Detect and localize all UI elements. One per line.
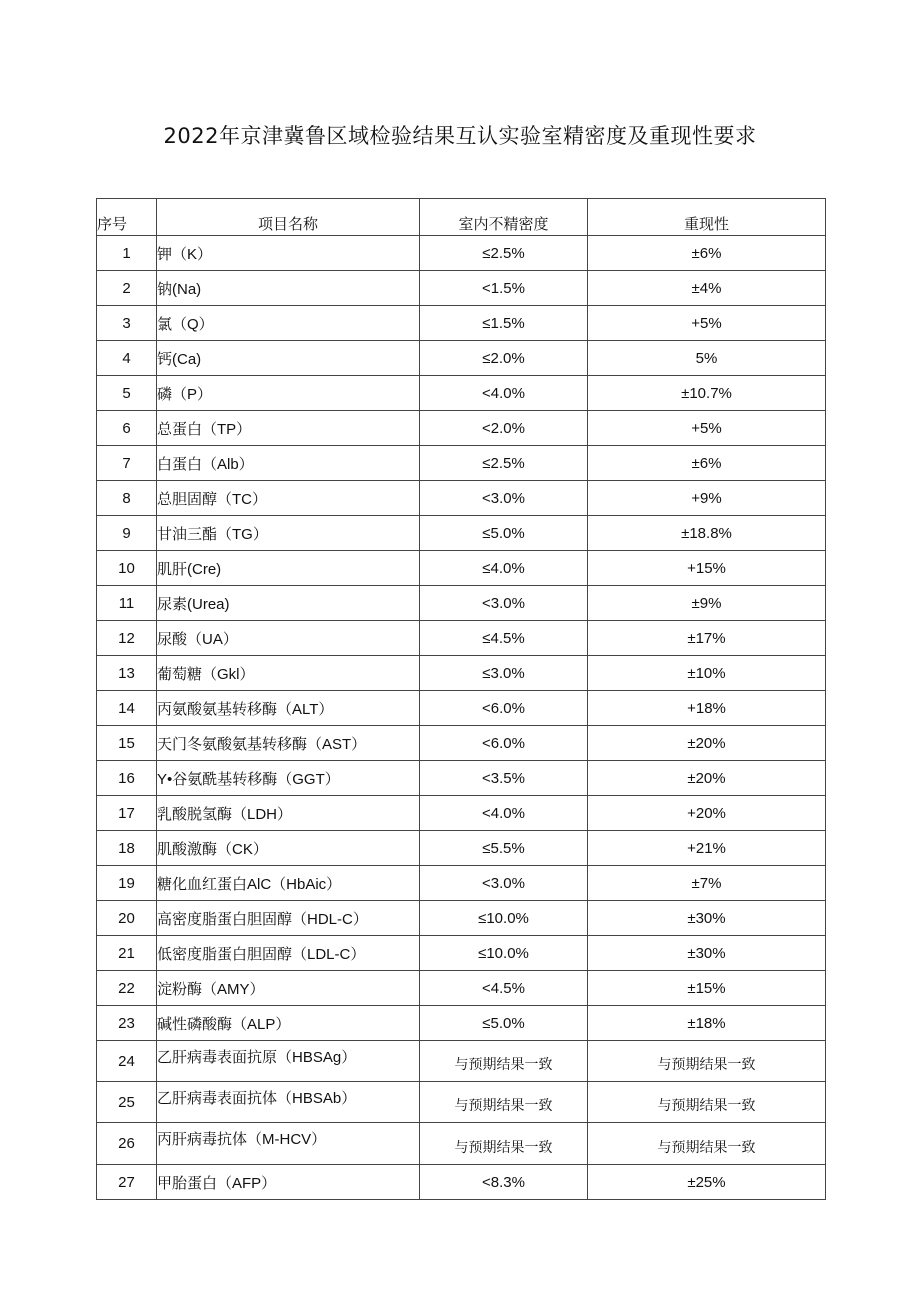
row-precision: ≤3.0% — [420, 656, 588, 691]
table-row — [97, 831, 826, 866]
row-index: 16 — [97, 761, 157, 796]
row-index: 2 — [97, 271, 157, 306]
table-row — [97, 901, 826, 936]
row-item-name: 淀粉酶（AMY） — [157, 971, 420, 1006]
row-index: 12 — [97, 621, 157, 656]
row-reproducibility: ±6% — [588, 236, 826, 271]
row-precision: 与预期结果一致 — [420, 1041, 588, 1082]
row-precision: <3.0% — [420, 586, 588, 621]
row-index: 13 — [97, 656, 157, 691]
row-precision: 与预期结果一致 — [420, 1082, 588, 1123]
row-item-name: Y•谷氨酰基转移酶（GGT） — [157, 761, 420, 796]
row-reproducibility: +20% — [588, 796, 826, 831]
row-reproducibility: ±10.7% — [588, 376, 826, 411]
table-row — [97, 761, 826, 796]
row-item-name: 尿素(Urea) — [157, 586, 420, 621]
row-index: 6 — [97, 411, 157, 446]
table-row — [97, 306, 826, 341]
table-row — [97, 691, 826, 726]
row-item-name: 低密度脂蛋白胆固醇（LDL-C） — [157, 936, 420, 971]
table-row — [97, 376, 826, 411]
row-reproducibility: +18% — [588, 691, 826, 726]
row-index: 21 — [97, 936, 157, 971]
row-index: 19 — [97, 866, 157, 901]
row-reproducibility: ±18.8% — [588, 516, 826, 551]
row-reproducibility: ±20% — [588, 761, 826, 796]
row-precision: <6.0% — [420, 726, 588, 761]
row-precision: <4.0% — [420, 796, 588, 831]
table-row — [97, 866, 826, 901]
row-item-name: 丙氨酸氨基转移酶（ALT） — [157, 691, 420, 726]
row-precision: ≤5.5% — [420, 831, 588, 866]
row-index: 4 — [97, 341, 157, 376]
row-precision: ≤4.0% — [420, 551, 588, 586]
table-row — [97, 796, 826, 831]
row-index: 8 — [97, 481, 157, 516]
row-precision: <3.5% — [420, 761, 588, 796]
row-precision: ≤2.5% — [420, 446, 588, 481]
table-body — [97, 236, 826, 1200]
header-reproducibility: 重现性 — [588, 199, 826, 236]
row-index: 23 — [97, 1006, 157, 1041]
row-precision: ≤2.0% — [420, 341, 588, 376]
row-item-name: 天门冬氨酸氨基转移酶（AST） — [157, 726, 420, 761]
row-precision: ≤5.0% — [420, 1006, 588, 1041]
table-row — [97, 656, 826, 691]
row-index: 22 — [97, 971, 157, 1006]
row-precision: <1.5% — [420, 271, 588, 306]
row-precision: <8.3% — [420, 1165, 588, 1200]
table-row — [97, 411, 826, 446]
table-row — [97, 341, 826, 376]
row-precision: <6.0% — [420, 691, 588, 726]
row-index: 15 — [97, 726, 157, 761]
row-precision: ≤4.5% — [420, 621, 588, 656]
row-index: 9 — [97, 516, 157, 551]
table-row — [97, 621, 826, 656]
table-row — [97, 271, 826, 306]
table-row — [97, 586, 826, 621]
row-item-name: 钠(Na) — [157, 271, 420, 306]
row-index: 3 — [97, 306, 157, 341]
row-reproducibility: +5% — [588, 306, 826, 341]
row-item-name: 乙肝病毒表面抗原（HBSAg） — [157, 1041, 420, 1082]
row-item-name: 肌酸激酶（CK） — [157, 831, 420, 866]
row-reproducibility: +9% — [588, 481, 826, 516]
row-precision: <2.0% — [420, 411, 588, 446]
row-item-name: 钾（K） — [157, 236, 420, 271]
row-precision: ≤10.0% — [420, 936, 588, 971]
header-index: 序号 — [97, 199, 157, 236]
row-reproducibility: ±6% — [588, 446, 826, 481]
table-row — [97, 1165, 826, 1200]
row-reproducibility: ±18% — [588, 1006, 826, 1041]
row-reproducibility: 5% — [588, 341, 826, 376]
row-item-name: 乙肝病毒表面抗体（HBSAb） — [157, 1082, 420, 1123]
row-item-name: 甲胎蛋白（AFP） — [157, 1165, 420, 1200]
row-reproducibility: 与预期结果一致 — [588, 1041, 826, 1082]
row-reproducibility: +21% — [588, 831, 826, 866]
row-precision: <4.5% — [420, 971, 588, 1006]
row-index: 5 — [97, 376, 157, 411]
row-reproducibility: ±17% — [588, 621, 826, 656]
row-precision: <3.0% — [420, 866, 588, 901]
row-reproducibility: 与预期结果一致 — [588, 1123, 826, 1165]
table-row — [97, 1123, 826, 1165]
header-precision: 室内不精密度 — [420, 199, 588, 236]
row-reproducibility: ±25% — [588, 1165, 826, 1200]
row-reproducibility: ±30% — [588, 936, 826, 971]
row-precision: ≤10.0% — [420, 901, 588, 936]
row-reproducibility: ±20% — [588, 726, 826, 761]
table-row — [97, 481, 826, 516]
row-index: 26 — [97, 1123, 157, 1165]
row-precision: ≤5.0% — [420, 516, 588, 551]
row-reproducibility: +15% — [588, 551, 826, 586]
row-reproducibility: ±9% — [588, 586, 826, 621]
row-item-name: 甘油三酯（TG） — [157, 516, 420, 551]
table-row — [97, 236, 826, 271]
row-item-name: 高密度脂蛋白胆固醇（HDL-C） — [157, 901, 420, 936]
row-reproducibility: ±10% — [588, 656, 826, 691]
row-reproducibility: ±4% — [588, 271, 826, 306]
row-item-name: 白蛋白（Alb） — [157, 446, 420, 481]
row-precision: ≤2.5% — [420, 236, 588, 271]
row-reproducibility: +5% — [588, 411, 826, 446]
row-index: 11 — [97, 586, 157, 621]
row-index: 27 — [97, 1165, 157, 1200]
table-row — [97, 936, 826, 971]
row-item-name: 氯（Q） — [157, 306, 420, 341]
table-row — [97, 516, 826, 551]
row-precision: <3.0% — [420, 481, 588, 516]
table-row — [97, 1082, 826, 1123]
row-index: 20 — [97, 901, 157, 936]
row-item-name: 糖化血红蛋白AlC（HbAic） — [157, 866, 420, 901]
row-item-name: 丙肝病毒抗体（M-HCV） — [157, 1123, 420, 1165]
row-index: 18 — [97, 831, 157, 866]
row-index: 7 — [97, 446, 157, 481]
row-item-name: 尿酸（UA） — [157, 621, 420, 656]
row-precision: ≤1.5% — [420, 306, 588, 341]
results-table — [96, 198, 826, 1200]
row-item-name: 肌肝(Cre) — [157, 551, 420, 586]
row-item-name: 乳酸脱氢酶（LDH） — [157, 796, 420, 831]
row-index: 24 — [97, 1041, 157, 1082]
row-item-name: 磷（P） — [157, 376, 420, 411]
row-index: 17 — [97, 796, 157, 831]
row-precision: 与预期结果一致 — [420, 1123, 588, 1165]
table-row — [97, 551, 826, 586]
row-reproducibility: 与预期结果一致 — [588, 1082, 826, 1123]
row-item-name: 总蛋白（TP） — [157, 411, 420, 446]
row-item-name: 总胆固醇（TC） — [157, 481, 420, 516]
header-name: 项目名称 — [157, 199, 420, 236]
row-index: 14 — [97, 691, 157, 726]
row-index: 25 — [97, 1082, 157, 1123]
table-header-row — [97, 199, 826, 236]
row-reproducibility: ±7% — [588, 866, 826, 901]
row-index: 1 — [97, 236, 157, 271]
table-row — [97, 446, 826, 481]
table-row — [97, 1006, 826, 1041]
row-precision: <4.0% — [420, 376, 588, 411]
row-item-name: 碱性磷酸酶（ALP） — [157, 1006, 420, 1041]
table-row — [97, 726, 826, 761]
row-item-name: 钙(Ca) — [157, 341, 420, 376]
row-reproducibility: ±15% — [588, 971, 826, 1006]
row-item-name: 葡萄糖（Gkl） — [157, 656, 420, 691]
table-row — [97, 971, 826, 1006]
row-reproducibility: ±30% — [588, 901, 826, 936]
table-row — [97, 1041, 826, 1082]
page-title: 2022年京津冀鲁区域检验结果互认实验室精密度及重现性要求 — [163, 124, 757, 148]
row-index: 10 — [97, 551, 157, 586]
